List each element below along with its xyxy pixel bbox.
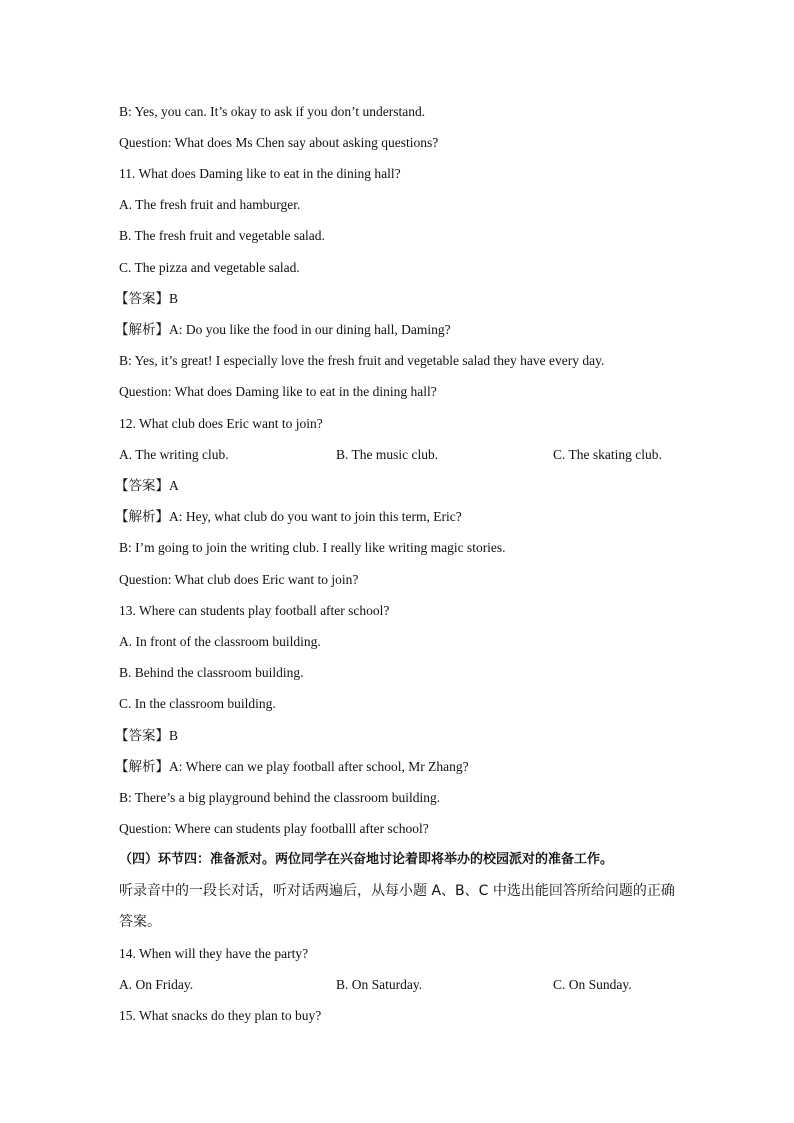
option-12-b: B. The music club. bbox=[336, 447, 439, 462]
explanation-text: A: Hey, what club do you want to join this term, Eric? bbox=[169, 509, 462, 524]
option-14-a: A. On Friday. bbox=[119, 977, 194, 992]
explanation-text: A: Do you like the food in our dining hall, Daming? bbox=[169, 322, 451, 337]
option-12-a: A. The writing club. bbox=[119, 447, 229, 462]
explanation-11-question: Question: What does Daming like to eat in the dining hall? bbox=[119, 384, 437, 399]
dialogue-line: B: Yes, you can. It’s okay to ask if you don’t understand. bbox=[119, 104, 426, 119]
option-13-a: A. In front of the classroom building. bbox=[119, 634, 321, 649]
explanation-12-question: Question: What club does Eric want to join? bbox=[119, 572, 359, 587]
options-12 bbox=[119, 446, 679, 464]
explanation-13-a bbox=[115, 758, 469, 776]
answer-tag: 【答案】 bbox=[115, 478, 169, 494]
explanation-text: A: Where can we play football after school, Mr Zhang? bbox=[169, 759, 469, 774]
option-12-c: C. The skating club. bbox=[553, 447, 662, 462]
explanation-tag: 【解析】 bbox=[115, 322, 169, 338]
answer-value: B bbox=[169, 291, 179, 306]
options-14 bbox=[119, 976, 679, 994]
answer-tag: 【答案】 bbox=[115, 728, 169, 744]
option-14-c: C. On Sunday. bbox=[553, 977, 632, 992]
question-11: 11. What does Daming like to eat in the dining hall? bbox=[119, 166, 401, 181]
option-11-b: B. The fresh fruit and vegetable salad. bbox=[119, 228, 325, 243]
explanation-12-b: B: I’m going to join the writing club. I really like writing magic stories. bbox=[119, 540, 506, 555]
section-4-title: （四）环节四：准备派对。两位同学在兴奋地讨论着即将举办的校园派对的准备工作。 bbox=[119, 852, 614, 867]
explanation-12-a bbox=[115, 508, 462, 526]
section-4-instructions: 听录音中的一段长对话，听对话两遍后，从每小题 A、B、C 中选出能回答所给问题的正确答案。 bbox=[119, 883, 675, 930]
answer-13 bbox=[115, 727, 178, 745]
answer-value: A bbox=[169, 478, 179, 493]
answer-value: B bbox=[169, 728, 179, 743]
question-14: 14. When will they have the party? bbox=[119, 946, 309, 961]
answer-12 bbox=[115, 477, 179, 495]
option-13-c: C. In the classroom building. bbox=[119, 696, 276, 711]
question-15: 15. What snacks do they plan to buy? bbox=[119, 1008, 322, 1023]
explanation-tag: 【解析】 bbox=[115, 509, 169, 525]
explanation-11-b: B: Yes, it’s great! I especially love the fresh fruit and vegetable salad they have every day. bbox=[119, 353, 605, 368]
answer-11 bbox=[115, 290, 178, 308]
answer-tag: 【答案】 bbox=[115, 291, 169, 307]
option-11-a: A. The fresh fruit and hamburger. bbox=[119, 197, 301, 212]
option-14-b: B. On Saturday. bbox=[336, 977, 423, 992]
question-13: 13. Where can students play football after school? bbox=[119, 603, 390, 618]
option-13-b: B. Behind the classroom building. bbox=[119, 665, 304, 680]
question-line: Question: What does Ms Chen say about asking questions? bbox=[119, 135, 439, 150]
explanation-13-b: B: There’s a big playground behind the classroom building. bbox=[119, 790, 441, 805]
explanation-tag: 【解析】 bbox=[115, 759, 169, 775]
question-12: 12. What club does Eric want to join? bbox=[119, 416, 323, 431]
explanation-13-question: Question: Where can students play footballl after school? bbox=[119, 821, 429, 836]
option-11-c: C. The pizza and vegetable salad. bbox=[119, 260, 300, 275]
explanation-11-a bbox=[115, 321, 451, 339]
